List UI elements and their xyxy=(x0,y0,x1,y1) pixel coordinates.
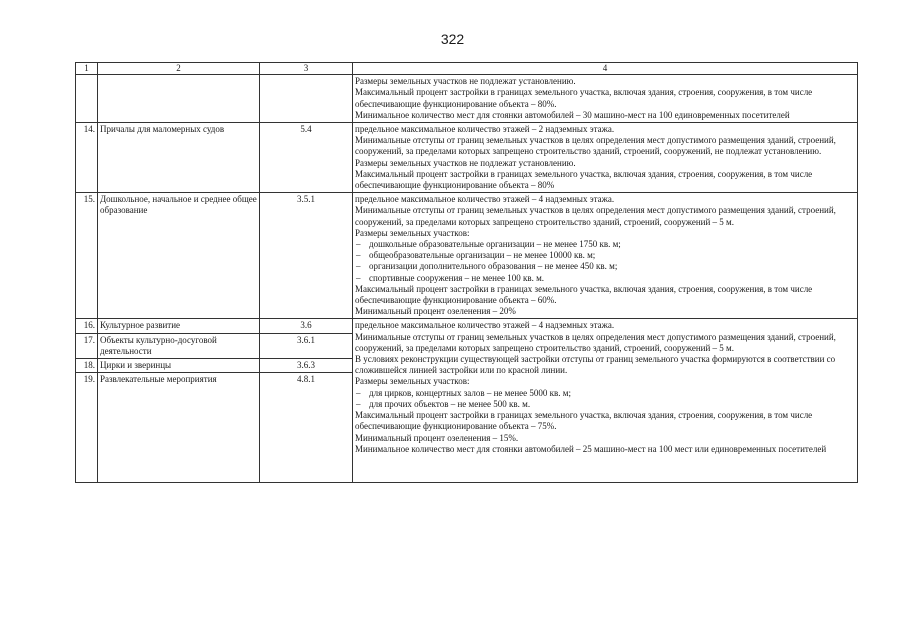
dash-glyph: – xyxy=(356,250,361,261)
row-code: 3.6.3 xyxy=(260,359,353,373)
row-name: Причалы для маломерных судов xyxy=(98,123,260,193)
bullet-item: – спортивные сооружения – не менее 100 кв. м. xyxy=(356,272,545,283)
bullet-item: – дошкольные образовательные организации – не менее 1750 кв. м; xyxy=(356,239,621,250)
description-line: предельное максимальное количество этажей – 4 надземных этажа. xyxy=(355,320,615,331)
dash-glyph: – xyxy=(356,398,361,409)
table-row xyxy=(76,193,858,319)
table-row xyxy=(76,123,858,193)
dash-glyph: – xyxy=(356,272,361,283)
bullet-item: – организации дополнительного образования – не менее 450 кв. м; xyxy=(356,261,618,272)
row-description xyxy=(353,319,858,483)
description-line: Минимальные отступы от границ земельных участков в целях определения мест допустимого размещения зданий, строений, сооружений, за пределами которых запрещено строительство зданий, строений, сооружений, не подлежат установлению. xyxy=(355,135,836,157)
bullet-item: – для цирков, концертных залов – не менее 5000 кв. м; xyxy=(356,387,571,398)
row-code xyxy=(260,75,353,123)
description-line: Минимальные отступы от границ земельных участков в целях определения мест допустимого размещения зданий, строений, сооружений, за пределами которых запрещено строительство зданий, строений, сооружений – 5 м. xyxy=(355,205,836,227)
description-line: Размеры земельных участков не подлежат установлению. xyxy=(355,157,576,168)
row-code: 5.4 xyxy=(260,123,353,193)
regulations-table xyxy=(75,62,858,483)
row-name: Развлекательные мероприятия xyxy=(98,373,260,483)
column-header-3: 3 xyxy=(260,63,353,75)
row-name: Цирки и зверинцы xyxy=(98,359,260,373)
row-number: 14. xyxy=(76,123,98,193)
description-line: Максимальный процент застройки в границах земельного участка, включая здания, строения, сооружения, в том числе обеспечивающие функционирование объекта – 80%. xyxy=(355,87,813,109)
description-line: Максимальный процент застройки в границах земельного участка, включая здания, строения, сооружения, в том числе обеспечивающие функционирование объекта – 60%. xyxy=(355,283,813,306)
row-name: Культурное развитие xyxy=(98,319,260,333)
row-number: 15. xyxy=(76,193,98,319)
description-line: В условиях реконструкции существующей застройки отступы от границ земельного участка формируются в соответствии со сложившейся линией застройки или по красной линии. xyxy=(355,354,836,376)
description-line: предельное максимальное количество этажей – 2 надземных этажа. xyxy=(355,124,615,135)
description-line: Минимальное количество мест для стоянки автомобилей – 30 машино-мест на 100 единовременных посетителей xyxy=(355,109,790,120)
description-line: Максимальный процент застройки в границах земельного участка, включая здания, строения, сооружения, в том числе обеспечивающие функционирование объекта – 75%. xyxy=(355,410,813,432)
description-line: предельное максимальное количество этажей – 4 надземных этажа. xyxy=(355,194,615,205)
dash-glyph: – xyxy=(356,261,361,272)
description-line: Минимальные отступы от границ земельных участков в целях определения мест допустимого размещения зданий, строений, сооружений, за пределами которых запрещено строительство зданий, строений, сооружений – 5 м. xyxy=(355,331,836,353)
bullet-item: – общеобразовательные организации – не менее 10000 кв. м; xyxy=(356,250,596,261)
row-number xyxy=(76,75,98,123)
row-code: 3.6.1 xyxy=(260,333,353,358)
row-code: 3.5.1 xyxy=(260,193,353,319)
bullet-item: – для прочих объектов – не менее 500 кв. м. xyxy=(356,398,531,409)
row-code: 4.8.1 xyxy=(260,373,353,483)
row-number: 17. xyxy=(76,333,98,358)
table-row xyxy=(76,319,858,333)
row-number: 18. xyxy=(76,359,98,373)
row-description xyxy=(353,75,858,123)
page-number: 322 xyxy=(440,31,465,47)
description-line: Минимальный процент озеленения – 15%. xyxy=(355,432,519,443)
description-line: Максимальный процент застройки в границах земельного участка, включая здания, строения, сооружения, в том числе обеспечивающие функционирование объекта – 80% xyxy=(355,168,813,191)
column-header-2: 2 xyxy=(98,63,260,75)
column-header-1: 1 xyxy=(76,63,98,75)
table-header-row xyxy=(76,63,858,75)
table-row xyxy=(76,75,858,123)
row-name: Дошкольное, начальное и среднее общее образование xyxy=(98,193,260,319)
description-line: Размеры земельных участков: xyxy=(355,227,470,238)
description-line: Размеры земельных участков: xyxy=(355,376,470,387)
row-description xyxy=(353,123,858,193)
description-line: Размеры земельных участков не подлежат установлению. xyxy=(355,76,576,87)
dash-glyph: – xyxy=(356,239,361,250)
row-name xyxy=(98,75,260,123)
row-number: 16. xyxy=(76,319,98,333)
row-number: 19. xyxy=(76,373,98,483)
dash-glyph: – xyxy=(356,387,361,398)
row-description xyxy=(353,193,858,319)
description-line: Минимальное количество мест для стоянки автомобилей – 25 машино-мест на 100 мест или единовременных посетителей xyxy=(355,443,827,454)
row-code: 3.6 xyxy=(260,319,353,333)
column-header-4: 4 xyxy=(353,63,858,75)
description-line: Минимальный процент озеленения – 20% xyxy=(355,306,516,317)
row-name: Объекты культурно-досуговой деятельности xyxy=(98,333,260,358)
